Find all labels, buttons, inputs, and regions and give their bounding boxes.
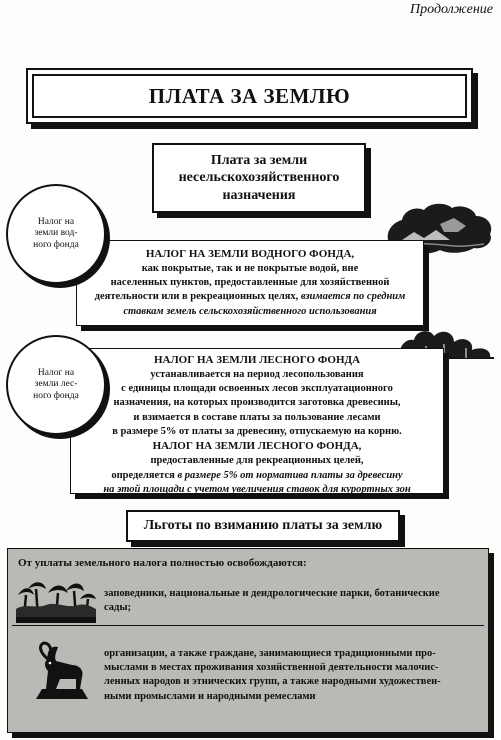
forest-tax-line-9: [71, 469, 443, 483]
water-tax-line-4-italic: взимается по средним: [300, 291, 406, 303]
water-tax-line-4-text: деятельности или в рекреационных целях,: [94, 291, 299, 303]
section-heading-nonagri: [152, 143, 366, 213]
forest-tax-line-1: НАЛОГ НА ЗЕМЛИ ЛЕСНОГО ФОНДА: [153, 354, 361, 366]
forest-tax-line-10: на этой площади с учетом увеличения ставок для курортных зон: [103, 483, 411, 495]
exemptions-heading: От уплаты земельного налога полностью освобождаются:: [18, 557, 307, 569]
palm-trees-icon: [16, 579, 96, 623]
forest-fund-tax-box: [70, 348, 444, 494]
water-fund-tax-box: [76, 240, 424, 326]
exemptions-divider: [12, 625, 484, 626]
forest-tax-line-8: предоставленные для рекреационных целей,: [150, 455, 364, 467]
water-tax-line-4: [77, 290, 423, 304]
forest-fund-tax-label: Налог на земли лес- ного фонда: [33, 367, 79, 401]
water-tax-line-1: НАЛОГ НА ЗЕМЛИ ВОДНОГО ФОНДА,: [145, 248, 355, 260]
section-heading-text: Плата за земли несельскохозяйственного назначения: [178, 152, 340, 203]
forest-tax-line-6: в размере 5% от платы за древесину, отпускаемую на корню.: [112, 426, 402, 438]
exemption-item-reserves: заповедники, национальные и дендрологические парки, ботанические сады;: [104, 588, 440, 614]
forest-tax-line-4: назначения, на которых производится заготовка древесины,: [113, 397, 401, 409]
forest-tax-line-9-italic: в размере 5% от норматива платы за древесину: [177, 469, 403, 481]
water-tax-line-5: ставкам земель сельскохозяйственного использования: [123, 305, 377, 317]
forest-tax-line-2: устанавливается на период лесопользования: [150, 368, 364, 380]
main-title-frame: [26, 68, 473, 124]
forest-tax-line-9-text: определяется: [111, 469, 175, 481]
exemption-item-traditional-crafts: организации, а также граждане, занимающиеся традиционными про- мыслами в местах проживания хозяйственной деятельности малочис- ленных народов и этнических групп, а также народными художествен- ными промыслами и народными ремеслами: [104, 648, 441, 702]
water-fund-tax-circle: [6, 184, 106, 284]
continued-label: Продолжение: [410, 2, 493, 17]
exemptions-panel: [7, 548, 489, 733]
benefits-heading: Льготы по взиманию платы за землю: [126, 510, 400, 542]
water-tax-line-3: населенных пунктов, предоставленные для хозяйственной: [110, 277, 390, 289]
forest-tax-line-7: НАЛОГ НА ЗЕМЛИ ЛЕСНОГО ФОНДА,: [152, 440, 362, 453]
forest-fund-tax-circle: [6, 335, 106, 435]
water-fund-tax-label: Налог на земли вод- ного фонда: [33, 216, 79, 250]
mountain-goat-icon: [32, 641, 92, 701]
forest-tax-line-5: и взимается в составе платы за пользование лесами: [133, 411, 381, 423]
forest-tax-line-3: с единицы площади освоенных лесов эксплуатационного: [121, 383, 393, 395]
page-title: ПЛАТА ЗА ЗЕМЛЮ: [32, 74, 467, 118]
water-tax-line-2: как покрытые, так и не покрытые водой, вне: [141, 262, 359, 274]
